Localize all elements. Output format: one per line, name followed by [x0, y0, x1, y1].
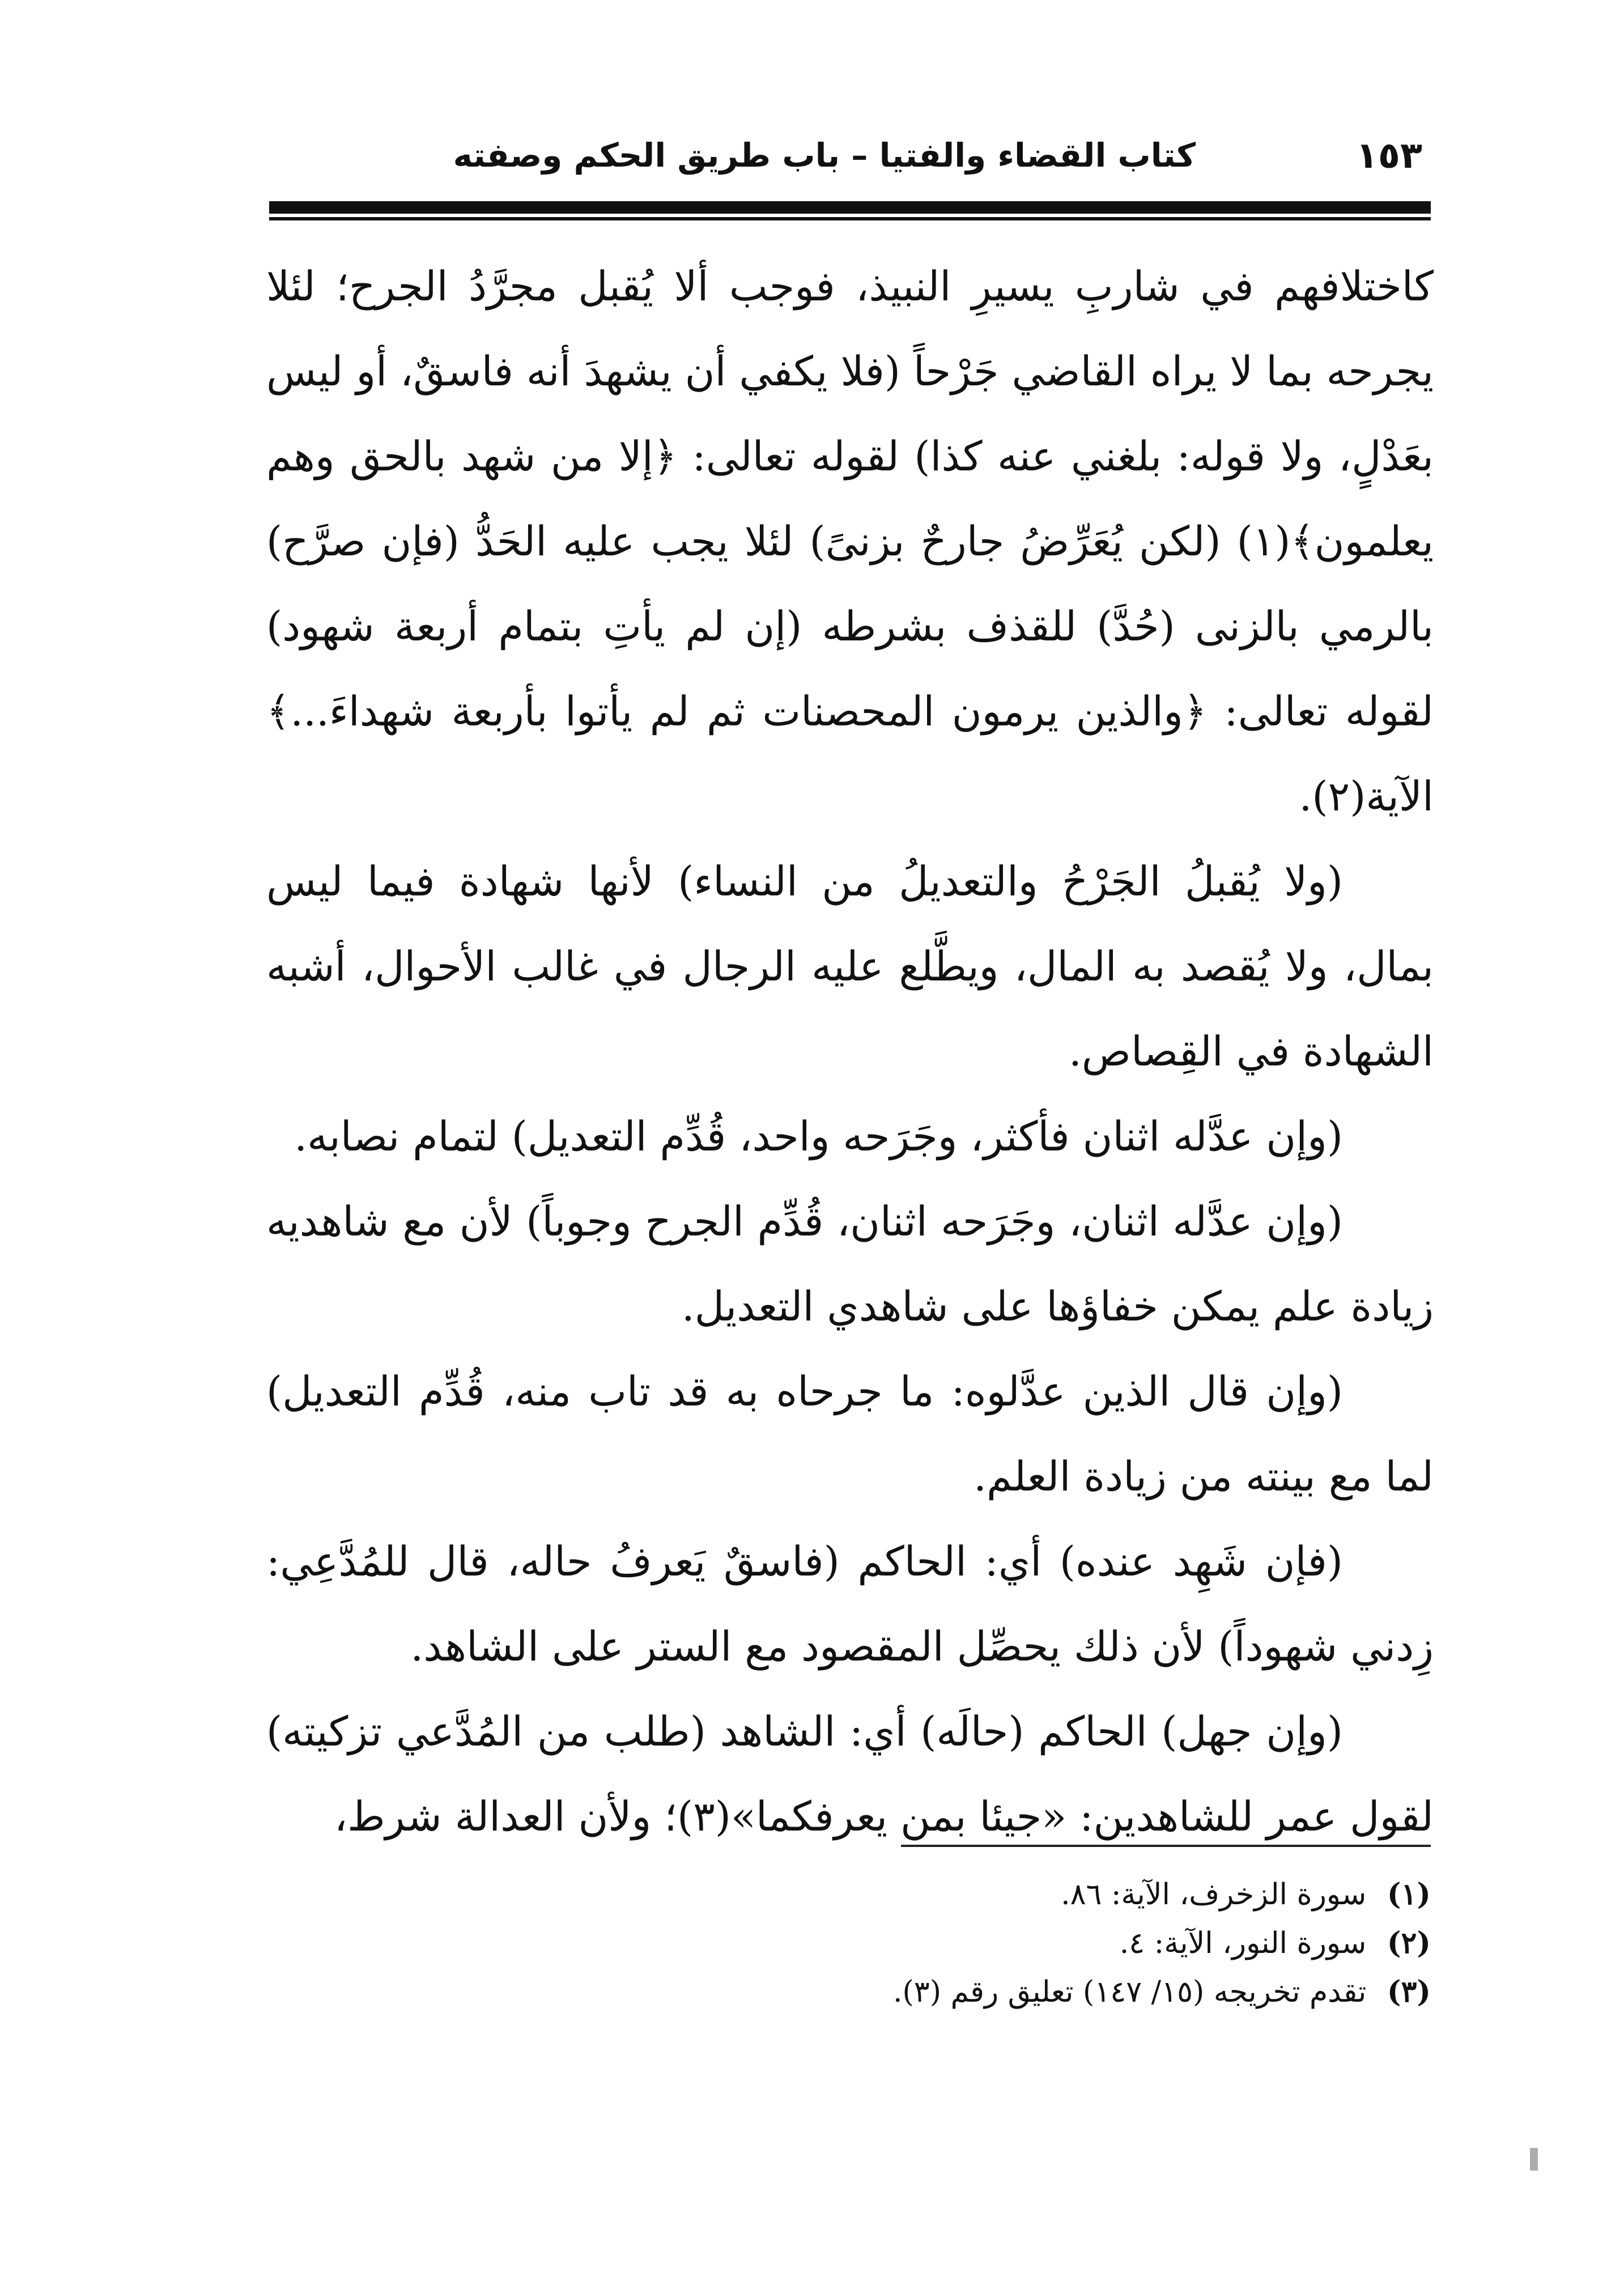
footnotes	[567, 1870, 1431, 2016]
paragraph: (وإن عدَّله اثنان فأكثر، وجَرَحه واحد، قُدِّم التعديل) لتمام نصابه.	[294, 1112, 1343, 1160]
page-number: ١٥٣	[1355, 135, 1422, 177]
paragraph: كاختلافهم في شاربِ يسيرِ النبيذ، فوجب ألا يُقبل مجرَّدُ الجرح؛ لئلا يجرحه بما لا يراه القاضي جَرْحاً (فلا يكفي أن يشهدَ أنه فاسقٌ، أو ليس بعَدْلٍ، ولا قوله: بلغني عنه كذا) لقوله تعالى: ﴿إلا من شهد بالحق وهم يعلمون﴾(١) (لكن يُعَرِّضُ جارحٌ بزنىً) لئلا يجب عليه الحَدُّ (فإن صرَّح) بالرمي بالزنى (حُدَّ) للقذف بشرطه (إن لم يأتِ بتمام أربعة شهود) لقوله تعالى: ﴿والذين يرمون المحصنات ثم لم يأتوا بأربعة شهداءَ...﴾ الآية(٢).	[266, 262, 1434, 820]
paragraph: (ولا يُقبلُ الجَرْحُ والتعديلُ من النساء) لأنها شهادة فيما ليس بمال، ولا يُقصد به المال، ويطَّلع عليه الرجال في غالب الأحوال، أشبه الشهادة في القِصاص.	[266, 857, 1434, 1075]
header-rule-thin	[269, 217, 1431, 220]
main-text	[266, 244, 1434, 1859]
header-rule-thick	[269, 201, 1431, 214]
footnote-number: (٢)	[1387, 1926, 1431, 1960]
footnote-text: سورة النور، الآية: ٤.	[1119, 1926, 1367, 1960]
paragraph: (فإن شَهِد عنده) أي: الحاكم (فاسقٌ يَعرفُ حاله، قال للمُدَّعِي: زِدني شهوداً) لأن ذلك يحصِّل المقصود مع الستر على الشاهد.	[266, 1538, 1434, 1670]
footnote-text: تقدم تخريجه (١٥/ ١٤٧) تعليق رقم (٣).	[892, 1975, 1367, 2009]
footnote-separator	[901, 1845, 1431, 1847]
footnote-number: (٣)	[1387, 1974, 1431, 2009]
footnote-text: سورة الزخرف، الآية: ٨٦.	[1061, 1878, 1367, 1912]
footnote	[567, 1919, 1431, 1968]
paragraph: (وإن جهل) الحاكم (حالَه) أي: الشاهد (طلب من المُدَّعي تزكيته) لقول عمر للشاهدين: «جيئا بمن يعرفكما»(٣)؛ ولأن العدالة شرط،	[266, 1708, 1434, 1840]
paragraph: (وإن قال الذين عدَّلوه: ما جرحاه به قد تاب منه، قُدِّم التعديل) لما مع بينته من زيادة العلم.	[266, 1368, 1434, 1500]
running-title: كتاب القضاء والفتيا – باب طريق الحكم وصفته	[453, 136, 1196, 175]
footnote	[567, 1968, 1431, 2016]
running-header	[272, 130, 1428, 187]
footnote-number: (١)	[1387, 1877, 1431, 1912]
scan-mark	[1530, 2148, 1538, 2171]
footnote	[567, 1870, 1431, 1919]
paragraph: (وإن عدَّله اثنان، وجَرَحه اثنان، قُدِّم الجرح وجوباً) لأن مع شاهديه زيادة علم يمكن خفاؤها على شاهدي التعديل.	[266, 1198, 1434, 1330]
